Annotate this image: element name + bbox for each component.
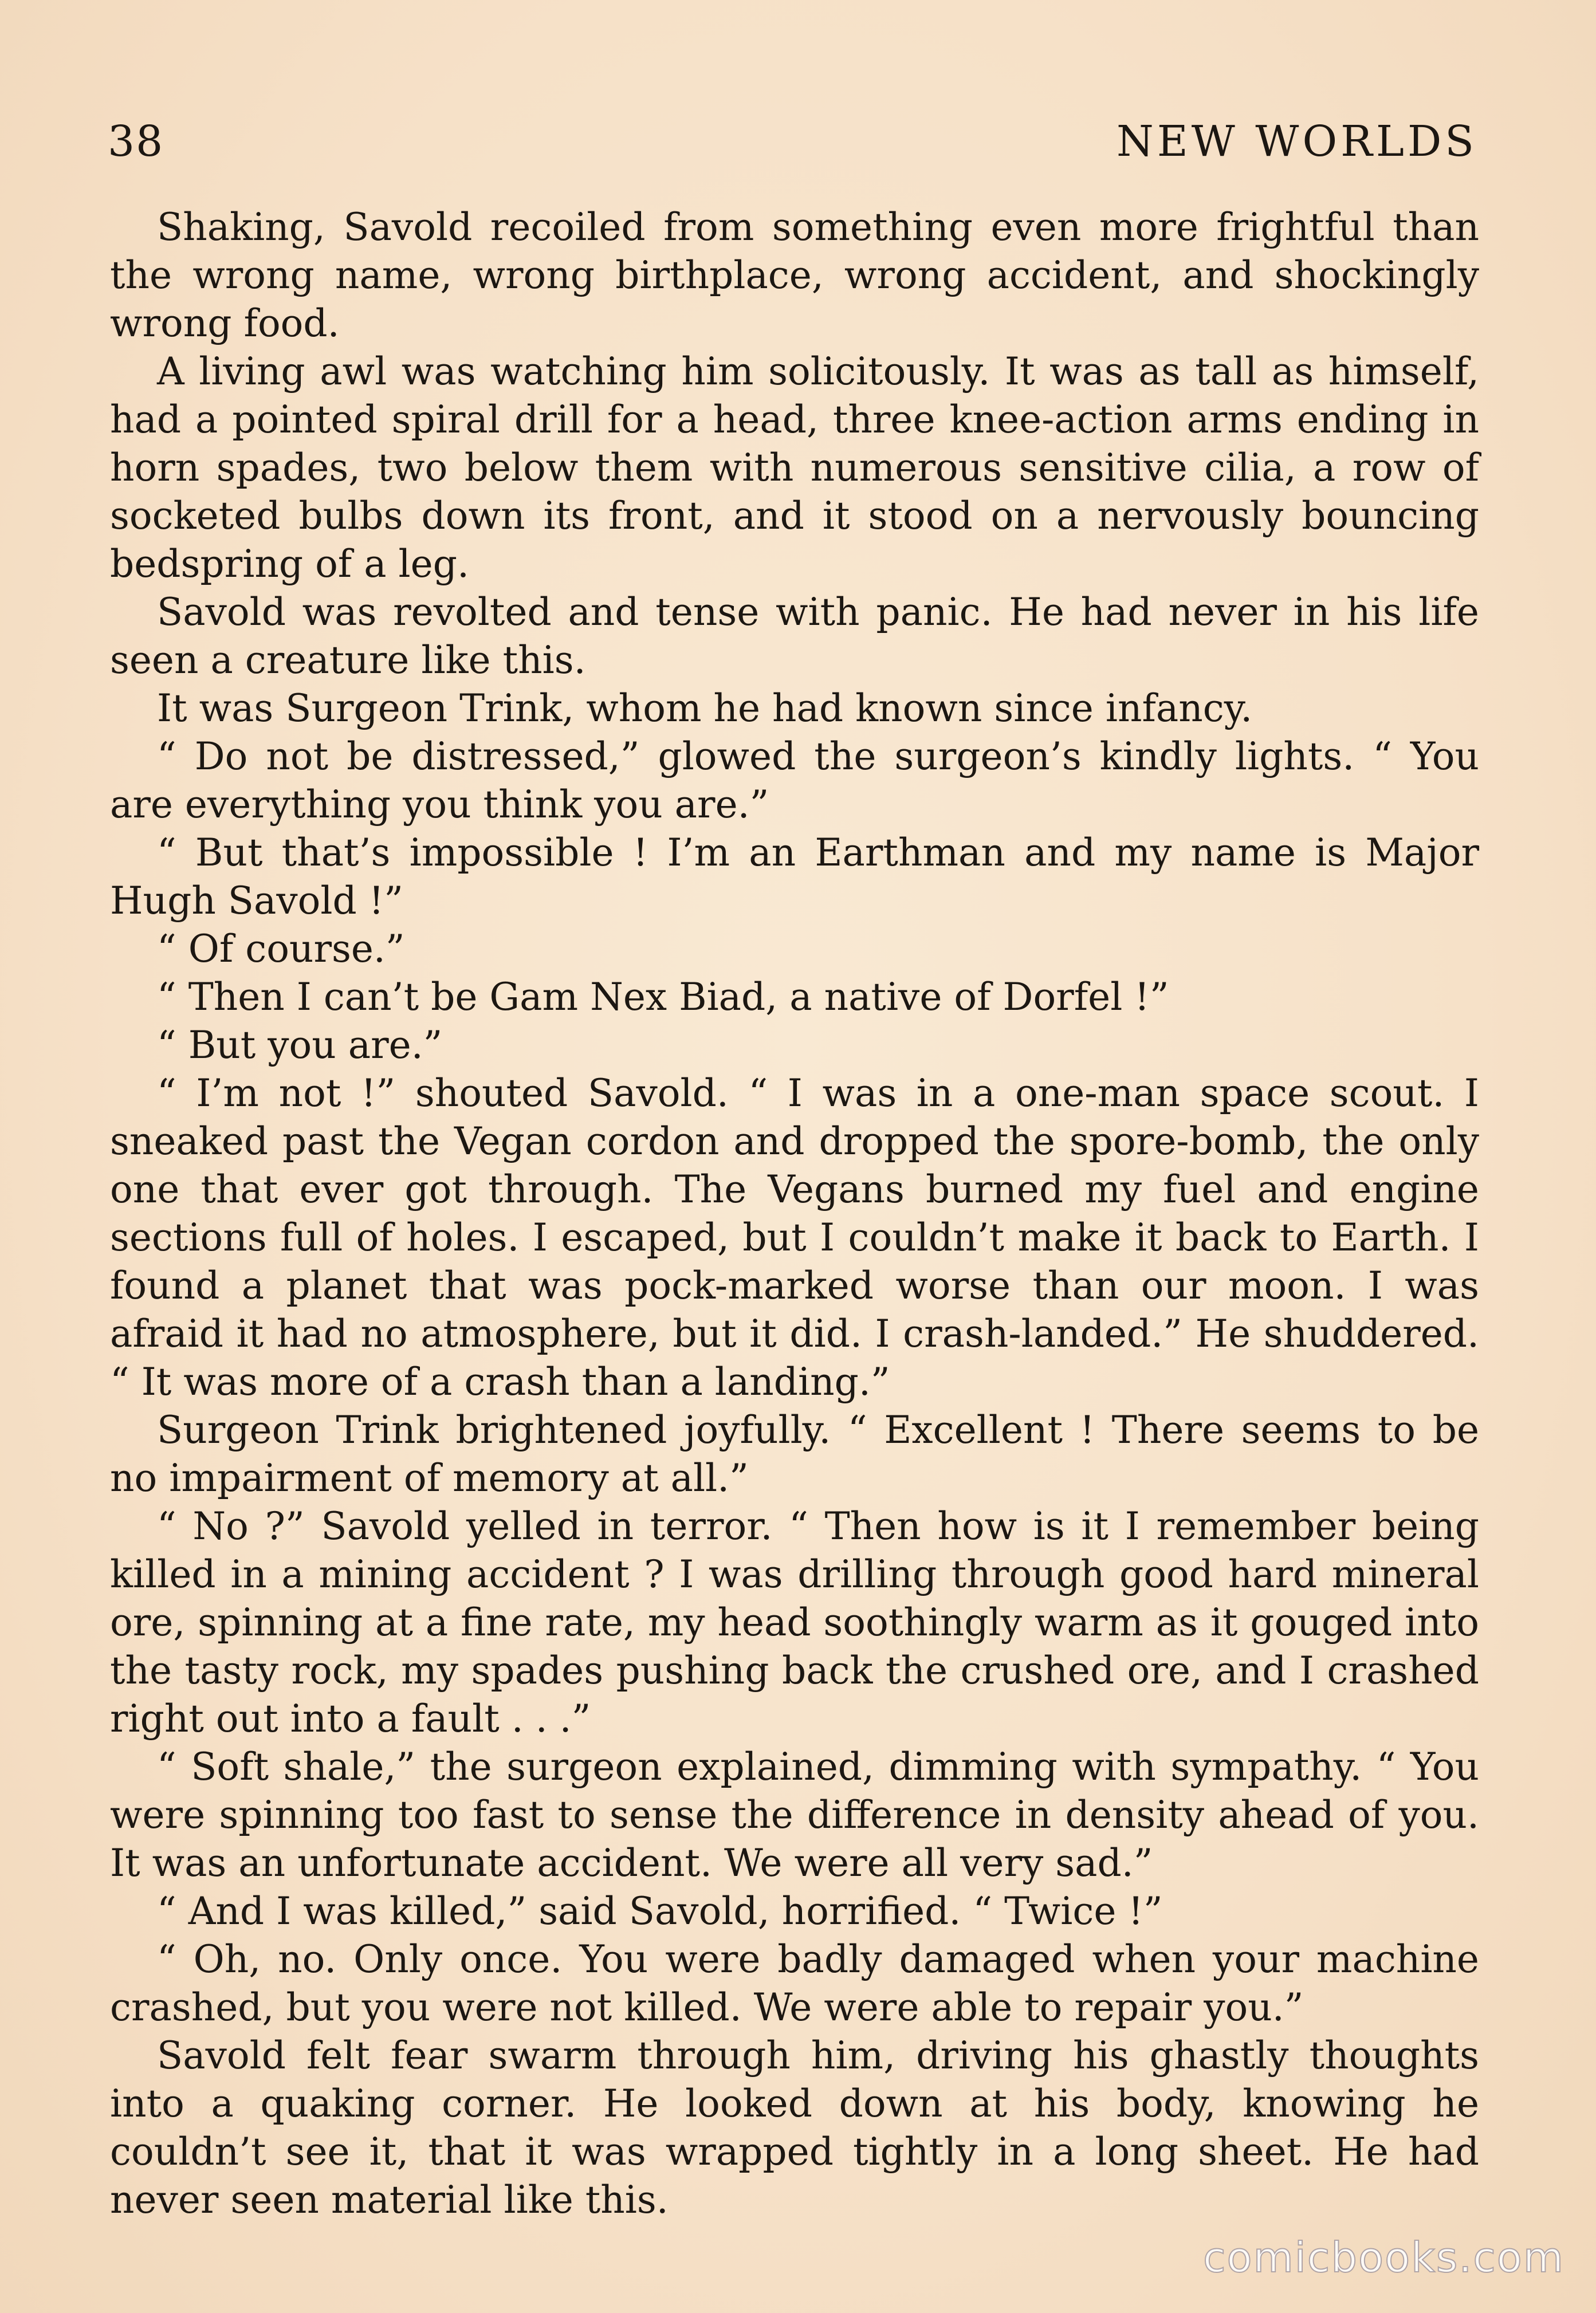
- running-head: NEW WORLDS: [1117, 117, 1477, 166]
- body-text: [110, 203, 1479, 2224]
- paragraph: “ Soft shale,” the surgeon explained, dimming with sympathy. “ You were spinning too fast to sense the difference in density ahead of you. It was an unfortunate accident. We were all very sad.”: [110, 1745, 1479, 1885]
- page-header: [108, 103, 1477, 166]
- paragraph: “ And I was killed,” said Savold, horrified. “ Twice !”: [157, 1889, 1163, 1933]
- paragraph: “ Oh, no. Only once. You were badly damaged when your machine crashed, but you were not killed. We were able to repair you.”: [110, 1937, 1479, 2029]
- paragraph: It was Surgeon Trink, whom he had known since infancy.: [157, 686, 1253, 730]
- paragraph: “ I’m not !” shouted Savold. “ I was in a one-man space scout. I sneaked past the Vegan cordon and dropped the spore-bomb, the only one that ever got through. The Vegans burned my fuel and engine sections full of holes. I escaped, but I couldn’t make it back to Earth. I found a planet that was pock-marked worse than our moon. I was afraid it had no atmosphere, but it did. I crash-landed.” He shuddered. “ It was more of a crash than a landing.”: [110, 1071, 1479, 1404]
- paragraph: “ But you are.”: [157, 1023, 443, 1067]
- paragraph: Shaking, Savold recoiled from something even more frightful than the wrong name, wrong birthplace, wrong accident, and shockingly wrong food.: [110, 205, 1479, 345]
- paragraph: Surgeon Trink brightened joyfully. “ Excellent ! There seems to be no impairment of memory at all.”: [110, 1408, 1479, 1500]
- paragraph: Savold felt fear swarm through him, driving his ghastly thoughts into a quaking corner. He looked down at his body, knowing he couldn’t see it, that it was wrapped tightly in a long sheet. He had never seen material like this.: [110, 2033, 1479, 2222]
- paragraph: Savold was revolted and tense with panic. He had never in his life seen a creature like this.: [110, 590, 1479, 682]
- paragraph: “ But that’s impossible ! I’m an Earthman and my name is Major Hugh Savold !”: [110, 831, 1479, 923]
- page-number: 38: [108, 117, 164, 166]
- paragraph: “ No ?” Savold yelled in terror. “ Then how is it I remember being killed in a mining accident ? I was drilling through good hard mineral ore, spinning at a fine rate, my head soothingly warm as it gouged into the tasty rock, my spades pushing back the crushed ore, and I crashed right out into a fault . . .”: [110, 1504, 1479, 1741]
- paragraph: “ Then I can’t be Gam Nex Biad, a native of Dorfel !”: [157, 975, 1169, 1019]
- watermark: comicbooks.com: [1202, 2233, 1564, 2281]
- paragraph: “ Do not be distressed,” glowed the surgeon’s kindly lights. “ You are everything you think you are.”: [110, 734, 1479, 827]
- paragraph: “ Of course.”: [157, 927, 405, 971]
- paragraph: A living awl was watching him solicitously. It was as tall as himself, had a pointed spiral drill for a head, three knee-action arms ending in horn spades, two below them with numerous sensitive cilia, a row of socketed bulbs down its front, and it stood on a nervously bouncing bedspring of a leg.: [110, 349, 1479, 586]
